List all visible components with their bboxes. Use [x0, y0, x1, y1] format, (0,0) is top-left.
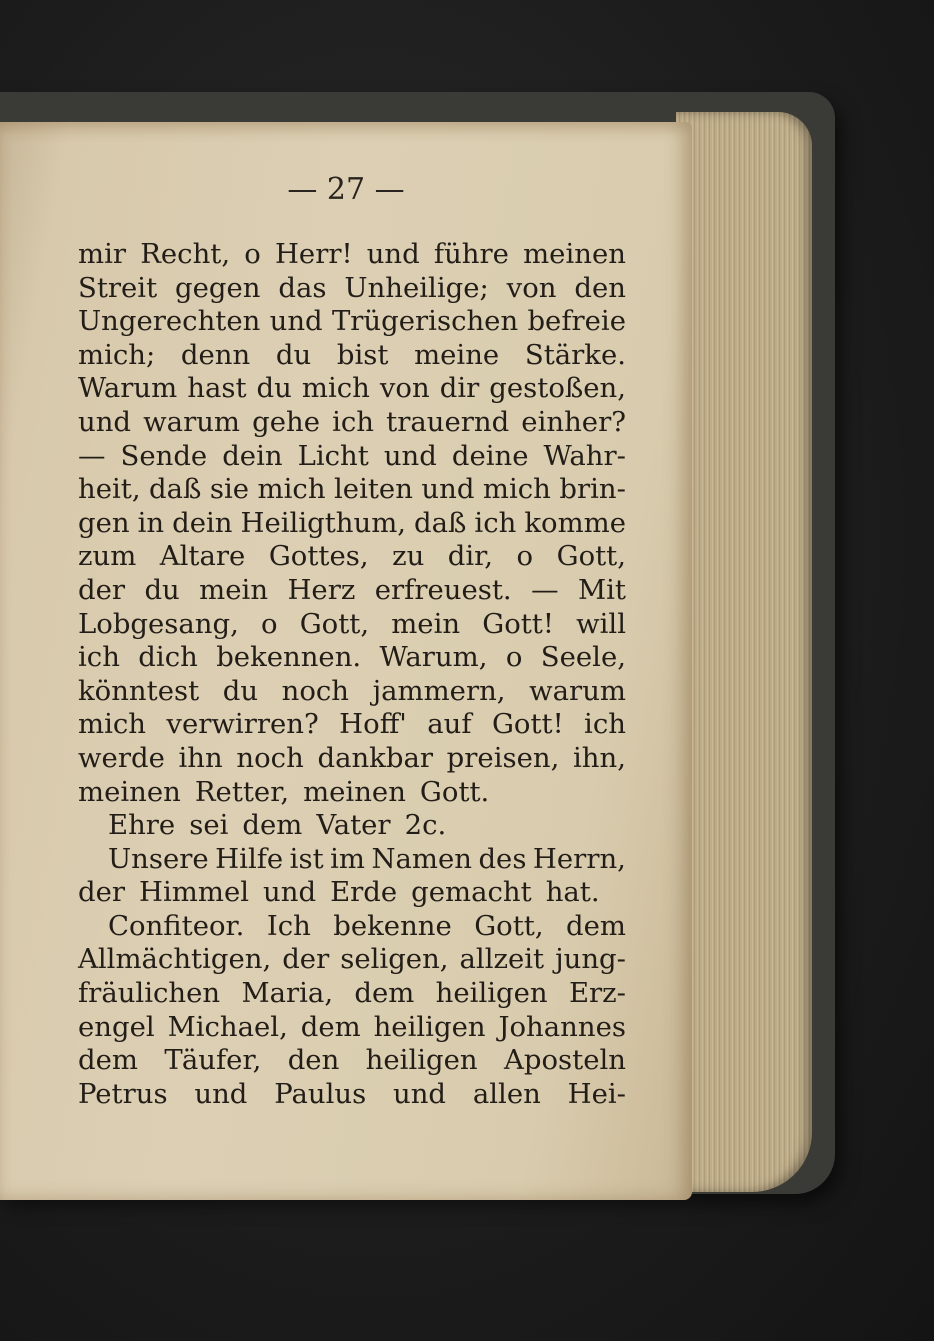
text-line: meinen Retter, meinen Gott.: [78, 775, 490, 808]
text-line: Confiteor. Ich bekenne Gott, dem: [108, 909, 626, 942]
text-line: Allmächtigen, der seligen, allzeit jung-: [78, 943, 626, 976]
text-line: engel Michael, dem heiligen Johannes: [78, 1010, 626, 1043]
text-line: Unsere Hilfe ist im Namen des Herrn,: [108, 842, 626, 875]
text-line: dem Täufer, den heiligen Aposteln: [78, 1044, 626, 1077]
text-line: Lobgesang, o Gott, mein Gott! will: [78, 607, 626, 640]
text-line: mir Recht, o Herr! und führe meinen: [78, 238, 626, 270]
text-line: fräulichen Maria, dem heiligen Erz-: [78, 977, 626, 1010]
text-line: heit, daß sie mich leiten und mich brin-: [78, 473, 626, 506]
text-line: werde ihn noch dankbar preisen, ihn,: [78, 741, 626, 774]
text-line: Petrus und Paulus und allen Hei-: [78, 1077, 626, 1110]
text-line: ich dich bekennen. Warum, o Seele,: [78, 641, 626, 674]
page-text: [78, 238, 626, 1111]
text-line: Streit gegen das Unheilige; von den: [78, 271, 626, 304]
text-line: zum Altare Gottes, zu dir, o Gott,: [78, 540, 626, 573]
text-line: Warum hast du mich von dir gestoßen,: [78, 372, 626, 405]
text-line: der Himmel und Erde gemacht hat.: [78, 876, 600, 909]
text-line: gen in dein Heiligthum, daß ich komme: [78, 506, 626, 539]
page-number: — 27 —: [287, 172, 405, 207]
text-line: könntest du noch jammern, warum: [78, 674, 626, 707]
text-line: und warum gehe ich trauernd einher?: [78, 405, 626, 438]
text-line: der du mein Herz erfreuest. — Mit: [78, 573, 626, 606]
text-line: Ehre sei dem Vater 2c.: [108, 809, 447, 842]
text-line: mich verwirren? Hoff' auf Gott! ich: [78, 708, 626, 741]
text-line: Ungerechten und Trügerischen befreie: [78, 305, 626, 338]
text-line: mich; denn du bist meine Stärke.: [78, 338, 626, 371]
text-line: — Sende dein Licht und deine Wahr-: [78, 439, 626, 472]
page-edges: [676, 112, 812, 1192]
